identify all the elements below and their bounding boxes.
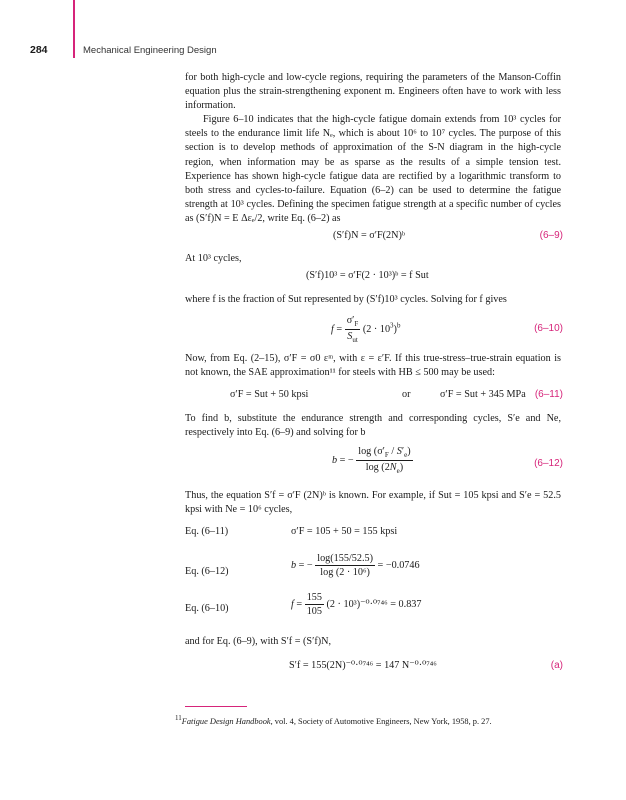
paragraph-2: Figure 6–10 indicates that the high-cycle fatigue domain extends from 10³ cycles for steels to the endurance limit life Nₑ, which is about 10⁶ to 10⁷ cycles. The purpose of this section is to develop methods of approximation of the S-N diagram in the high-cycle region, when information may be as sparse as the results of a simple tension test. Experience has shown high-cycle fatigue data are rectified by a logarithmic transform to both stress and cycles-to-failure. Equation (6–2) can be used to determine the fatigue strength at 10³ cycles. Defining the specimen fatigue strength at a specific number of cycles as (S′f)N = E Δεₑ/2, write Eq. (6–2) as xyxy=(185,114,561,225)
at-cycles-text: At 10³ cycles, xyxy=(185,253,242,264)
equation-number-6-9: (6–9) xyxy=(539,230,563,241)
running-title: Mechanical Engineering Design xyxy=(83,45,217,56)
example-6-12-numerator: log(155/52.5) xyxy=(317,553,373,564)
footnote-mark: 11 xyxy=(175,714,182,722)
page-number: 284 xyxy=(30,44,48,56)
thus-text: Thus, the equation S′f = σ′F (2N)ᵇ is known. For example, if Sut = 105 kpsi and S′e = 52.5 kpsi with Ne = 10⁶ cycles, xyxy=(185,490,561,516)
example-label-6-12: Eq. (6–12) xyxy=(185,566,229,577)
equation-number-6-12: (6–12) xyxy=(534,458,563,469)
now-from-text: Now, from Eq. (2–15), σ′F = σ0 εᵐ, with ε = ε′F. If this true-stress–true-strain equation is not known, the SAE approximation¹¹ for steels with HB ≤ 500 may be used: xyxy=(185,353,561,379)
equation-number-6-10: (6–10) xyxy=(534,323,563,334)
footnote-rule xyxy=(185,706,247,707)
footnote-title: Fatigue Design Handbook xyxy=(181,716,271,726)
example-6-12: b = − $\frac{\log(155/52.5)}{\text{log (2 · 10⁶)}}$ = −0.0746 xyxy=(291,553,420,578)
equation-6-9: (S′f)N = σ′F(2N)ᵇ xyxy=(333,230,406,241)
example-6-12-denominator: log (2 · 10⁶) xyxy=(320,567,370,578)
example-6-10-result: (2 · 10³)⁻⁰·⁰⁷⁴⁶ = 0.837 xyxy=(326,598,422,610)
and-for-text: and for Eq. (6–9), with S′f = (S′f)N, xyxy=(185,636,332,647)
equation-6-11-kpsi: σ′F = Sut + 50 kpsi xyxy=(230,389,309,400)
equation-6-10: f = $\frac{\sigma'_F}{S_{ut}}$ $(2 \cdot 10^3)^b$ xyxy=(331,315,401,345)
equation-number-a: (a) xyxy=(550,660,563,671)
or-text: or xyxy=(402,389,411,400)
equation-6-12: b = − $\frac{\log (\sigma'_F / S'_e)}{\log (2N_e)}$ xyxy=(332,446,411,476)
footnote-rest: , vol. 4, Society of Automotive Engineers, New York, 1958, p. 27. xyxy=(270,716,492,726)
example-6-10-numerator: 155 xyxy=(306,592,322,603)
header-rule xyxy=(73,0,75,58)
equation-a: S′f = 155(2N)⁻⁰·⁰⁷⁴⁶ = 147 N⁻⁰·⁰⁷⁴⁶ xyxy=(289,660,437,671)
to-find-text: To find b, substitute the endurance strength and corresponding cycles, S′e and Ne, respectively into Eq. (6–9) and solving for b xyxy=(185,413,561,439)
equation-at-1000: (S′f)10³ = σ′F(2 · 10³)ᵇ = f Sut xyxy=(306,270,429,281)
example-label-6-11: Eq. (6–11) xyxy=(185,526,229,537)
example-6-10-denominator: 105 xyxy=(306,606,322,617)
equation-number-6-11: (6–11) xyxy=(534,389,563,400)
paragraph-1: for both high-cycle and low-cycle regions, requiring the parameters of the Manson-Coffin equation plus the strain-strengthening exponent m. Engineers often have to work with less information. xyxy=(185,72,561,112)
example-6-10: f = $\frac{155}{105}$ (2 · 10³)⁻⁰·⁰⁷⁴⁶ = 0.837 xyxy=(291,592,422,617)
where-f-text: where f is the fraction of Sut represented by (S′f)10³ cycles. Solving for f gives xyxy=(185,294,507,305)
equation-6-11-mpa: σ′F = Sut + 345 MPa xyxy=(440,389,526,400)
footnote xyxy=(175,714,492,726)
example-label-6-10: Eq. (6–10) xyxy=(185,603,229,614)
example-6-11: σ′F = 105 + 50 = 155 kpsi xyxy=(291,526,398,537)
example-6-12-result: = −0.0746 xyxy=(377,559,420,571)
